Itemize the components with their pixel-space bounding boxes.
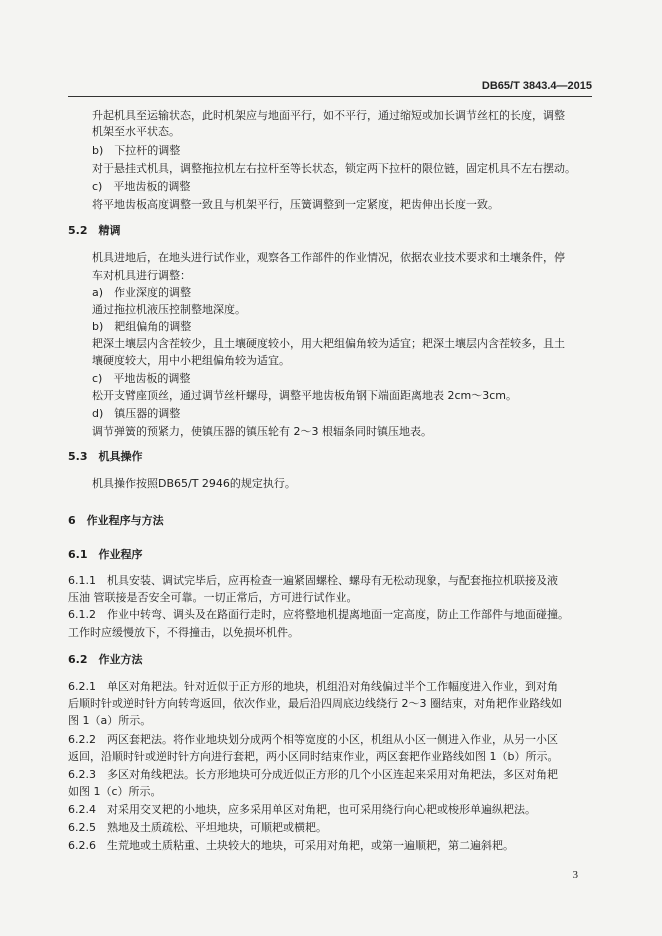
clause-6-2-4: 6.2.4 对采用交叉耙的小地块，应多采用单区对角耙，也可采用绕行向心耙或梭形单遍纵耙法。 — [68, 803, 536, 816]
clause-6-2-5: 6.2.5 熟地及土质疏松、平坦地块，可顺耙或横耙。 — [68, 821, 327, 834]
clause-6-2-1: 6.2.1 单区对角耙法。针对近似于正方形的地块，机组沿对角线偏过半个工作幅度进入作业，到对角 — [68, 680, 558, 693]
body-line: 将平地齿板高度调整一致且与机架平行，压簧调整到一定紧度，耙齿伸出长度一致。 — [92, 198, 499, 211]
section-heading-5-2: 5.2 精调 — [68, 224, 121, 237]
clause-6-1-1: 6.1.1 机具安装、调试完毕后，应再检查一遍紧固螺栓、螺母有无松动现象，与配套拖拉机联接及液 — [68, 574, 558, 587]
chapter-heading-6: 6 作业程序与方法 — [68, 514, 164, 527]
body-line: 调节弹簧的预紧力，使镇压器的镇压轮有 2～3 根辐条同时镇压地表。 — [92, 425, 432, 438]
body-line: 升起机具至运输状态，此时机架应与地面平行，如不平行，通过缩短或加长调节丝杠的长度，调整 — [92, 109, 565, 122]
list-item-label: c) 平地齿板的调整 — [92, 372, 191, 385]
list-item-label: c) 平地齿板的调整 — [92, 180, 191, 193]
body-line: 机架至水平状态。 — [92, 125, 180, 138]
body-line: 车对机具进行调整： — [92, 269, 191, 282]
list-item-label: a) 作业深度的调整 — [92, 286, 192, 299]
section-heading-6-1: 6.1 作业程序 — [68, 548, 143, 561]
clause-6-2-2: 6.2.2 两区套耙法。将作业地块划分成两个相等宽度的小区，机组从小区一侧进入作业，从另一小区 — [68, 733, 558, 746]
document-number: DB65/T 3843.4—2015 — [481, 80, 592, 92]
body-line: 机具进地后，在地头进行试作业，观察各工作部件的作业情况，依据农业技术要求和土壤条件，停 — [92, 251, 565, 264]
body-line: 对于悬挂式机具，调整拖拉机左右拉杆至等长状态，锁定两下拉杆的限位链，固定机具不左右摆动。 — [92, 162, 576, 175]
body-line: 机具操作按照DB65/T 2946的规定执行。 — [92, 477, 296, 490]
list-item-label: d) 镇压器的调整 — [92, 407, 181, 420]
body-line: 壤硬度较大，用中小耙组偏角较为适宜。 — [92, 354, 290, 367]
body-line: 通过拖拉机液压控制整地深度。 — [92, 303, 246, 316]
clause-6-2-3: 6.2.3 多区对角线耙法。长方形地块可分成近似正方形的几个小区连起来采用对角耙法，多区对角耙 — [68, 768, 558, 781]
body-line: 耙深土壤层内含茬较少，且土壤硬度较小，用大耙组偏角较为适宜；耙深土壤层内含茬较多，且土 — [92, 337, 565, 350]
list-item-label: b) 耙组偏角的调整 — [92, 320, 192, 333]
body-line: 工作时应缓慢放下，不得撞击，以免损坏机件。 — [68, 626, 299, 639]
body-line: 松开支臂座顶丝，通过调节丝杆螺母，调整平地齿板角钢下端面距离地表 2cm～3cm。 — [92, 389, 518, 402]
body-line: 返回，沿顺时针或逆时针方向进行套耙，两小区同时结束作业，两区套耙作业路线如图 1（b）所示。 — [68, 750, 559, 763]
page-number: 3 — [572, 869, 578, 881]
section-heading-5-3: 5.3 机具操作 — [68, 450, 143, 463]
body-line: 如图 1（c）所示。 — [68, 785, 162, 798]
body-line: 后顺时针或逆时针方向转弯返回，依次作业，最后沿四周底边线绕行 2～3 圈结束，对角耙作业路线如 — [68, 697, 562, 710]
section-heading-6-2: 6.2 作业方法 — [68, 653, 143, 666]
list-item-label: b) 下拉杆的调整 — [92, 144, 181, 157]
header-rule — [68, 96, 592, 97]
clause-6-2-6: 6.2.6 生荒地或土质粘重、土块较大的地块，可采用对角耙，或第一遍顺耙，第二遍斜耙。 — [68, 839, 514, 852]
body-line: 压油 管联接是否安全可靠。一切正常后，方可进行试作业。 — [68, 591, 358, 604]
clause-6-1-2: 6.1.2 作业中转弯、调头及在路面行走时，应将整地机提离地面一定高度，防止工作部件与地面碰撞。 — [68, 608, 569, 621]
body-line: 图 1（a）所示。 — [68, 714, 152, 727]
